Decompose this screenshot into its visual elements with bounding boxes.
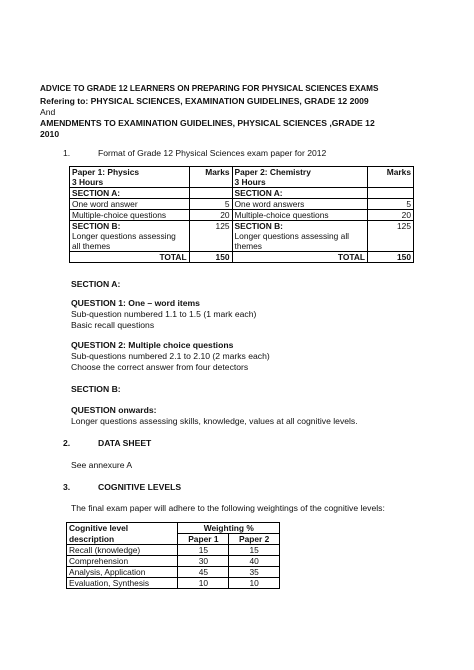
table-cell: 45 — [178, 567, 229, 578]
q2-line2: Choose the correct answer from four detectors — [71, 362, 249, 372]
q2-line1: Sub-questions numbered 2.1 to 2.10 (2 marks each) — [71, 351, 270, 361]
amendments-title: AMENDMENTS TO EXAMINATION GUIDELINES, PHYSICAL SCIENCES ,GRADE 12 — [40, 118, 375, 128]
table-cell: 35 — [229, 567, 280, 578]
q1-line1: Sub-question numbered 1.1 to 1.5 (1 mark each) — [71, 309, 257, 319]
table-row — [70, 252, 414, 263]
table-cell: Paper 2 — [229, 534, 280, 545]
table-cell: 5 — [368, 199, 414, 210]
table-cell: Paper 1 — [178, 534, 229, 545]
table-cell: SECTION B: Longer questions assessing all themes — [70, 221, 190, 252]
q1-line2: Basic recall questions — [71, 320, 155, 330]
table-cell: TOTAL — [232, 252, 368, 263]
table-cell: 125 — [368, 221, 414, 252]
item3-number: 3. — [63, 482, 71, 492]
table-cell: SECTION A: — [70, 188, 190, 199]
table-cell: 10 — [229, 578, 280, 589]
table-row — [67, 545, 280, 556]
q1-title: QUESTION 1: One – word items — [71, 298, 200, 308]
reference-line — [40, 96, 369, 106]
table-cell: One word answers — [232, 199, 368, 210]
table-row — [70, 167, 414, 188]
table-row — [70, 188, 414, 199]
table-cell: 10 — [178, 578, 229, 589]
table-row — [67, 534, 280, 545]
reference-prefix: Refering to: — [40, 96, 91, 106]
table-cell: Multiple-choice questions — [70, 210, 190, 221]
item1-number: 1. — [63, 148, 71, 158]
table-row — [67, 556, 280, 567]
and-line: And — [40, 107, 56, 117]
table-cell: 150 — [189, 252, 232, 263]
table-cell: 15 — [178, 545, 229, 556]
table-cell: description — [67, 534, 178, 545]
table-cell: 40 — [229, 556, 280, 567]
table-cell: 125 — [189, 221, 232, 252]
table-cell: 20 — [368, 210, 414, 221]
table-cell: 20 — [189, 210, 232, 221]
paper-format-table — [69, 166, 414, 263]
table-cell: Marks — [189, 167, 232, 188]
cognitive-levels-table — [66, 522, 280, 589]
table-cell: Paper 2: Chemistry 3 Hours — [232, 167, 368, 188]
table-cell — [189, 188, 232, 199]
table-cell: 15 — [229, 545, 280, 556]
q3-line1: Longer questions assessing skills, knowledge, values at all cognitive levels. — [71, 416, 358, 426]
q2-title: QUESTION 2: Multiple choice questions — [71, 340, 234, 350]
table-row — [70, 221, 414, 252]
table-cell: Evaluation, Synthesis — [67, 578, 178, 589]
item2-title: DATA SHEET — [98, 438, 152, 448]
table-row — [67, 523, 280, 534]
item3-title: COGNITIVE LEVELS — [98, 482, 182, 492]
item2-number: 2. — [63, 438, 71, 448]
table-row — [67, 567, 280, 578]
section-a-heading: SECTION A: — [71, 279, 121, 289]
table-cell: Comprehension — [67, 556, 178, 567]
table-cell: SECTION A: — [232, 188, 368, 199]
amendments-year: 2010 — [40, 129, 60, 139]
table-cell: Analysis, Application — [67, 567, 178, 578]
table-cell: Recall (knowledge) — [67, 545, 178, 556]
table-cell: 30 — [178, 556, 229, 567]
table-cell: Marks — [368, 167, 414, 188]
item3-text: The final exam paper will adhere to the following weightings of the cognitive levels: — [71, 503, 385, 513]
item2-text: See annexure A — [71, 460, 133, 470]
table-cell: Paper 1: Physics 3 Hours — [70, 167, 190, 188]
table-cell: TOTAL — [70, 252, 190, 263]
doc-title: ADVICE TO GRADE 12 LEARNERS ON PREPARING FOR PHYSICAL SCIENCES EXAMS — [40, 84, 379, 93]
table-cell: 5 — [189, 199, 232, 210]
table-row — [70, 210, 414, 221]
reference-title: PHYSICAL SCIENCES, EXAMINATION GUIDELINES, GRADE 12 2009 — [90, 96, 369, 106]
table-cell: Multiple-choice questions — [232, 210, 368, 221]
table-row — [70, 199, 414, 210]
item1-text: Format of Grade 12 Physical Sciences exam paper for 2012 — [98, 148, 327, 158]
q3-title: QUESTION onwards: — [71, 405, 157, 415]
table-cell — [368, 188, 414, 199]
table-cell: Cognitive level — [67, 523, 178, 534]
table-cell: Weighting % — [178, 523, 280, 534]
table-cell: 150 — [368, 252, 414, 263]
table-cell: One word answer — [70, 199, 190, 210]
table-row — [67, 578, 280, 589]
table-cell: SECTION B: Longer questions assessing all themes — [232, 221, 368, 252]
section-b-heading: SECTION B: — [71, 384, 121, 394]
